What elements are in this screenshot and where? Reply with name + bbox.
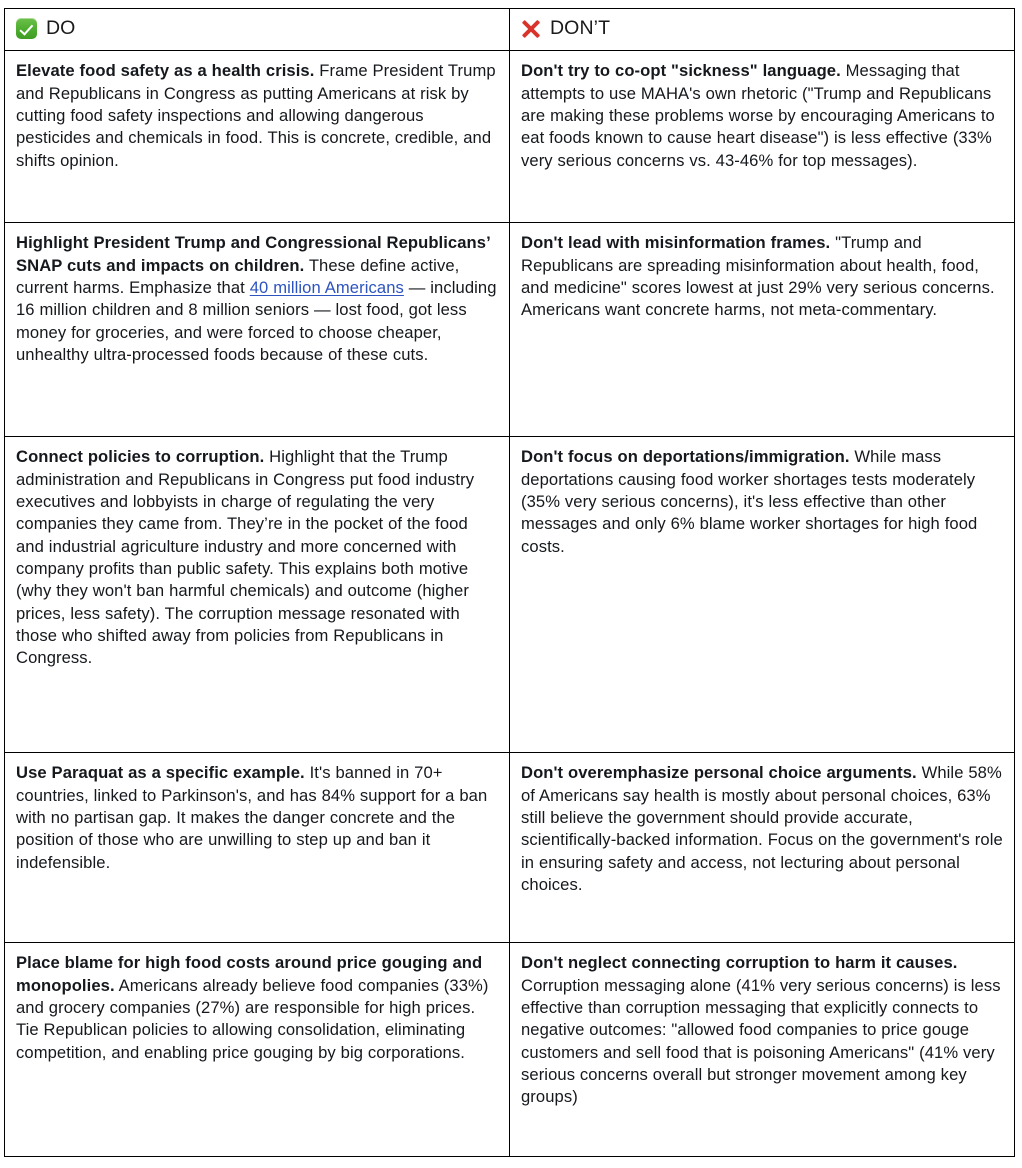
green-check-badge-icon [16, 18, 37, 39]
do-cell [5, 51, 510, 223]
dont-lead: Don't overemphasize personal choice arguments. [521, 763, 917, 783]
forty-million-americans-link[interactable]: 40 million Americans [249, 278, 404, 298]
do-cell-text [16, 446, 498, 669]
dont-cell [510, 943, 1015, 1157]
dont-cell-text [521, 952, 1003, 1108]
table-row [5, 753, 1015, 943]
do-body: Highlight that the Trump administration and Republicans in Congress put food industry executives and lobbyists in charge of regulating the very companies they came from. They’re in the pocket of the food and industrial agriculture industry and more concerned with company profits than public safety. This explains both motive (why they won't ban harmful chemicals) and outcome (higher prices, less safety). The corruption message resonated with those who shifted away from policies from Republicans in Congress. [16, 447, 475, 668]
dont-cell [510, 223, 1015, 437]
do-cell-text [16, 952, 498, 1064]
dont-header-cell [510, 9, 1015, 51]
dont-lead: Don't lead with misinformation frames. [521, 233, 831, 253]
dont-cell-text [521, 60, 1003, 172]
header-row [5, 9, 1015, 51]
dont-cell-text [521, 446, 1003, 558]
dont-cell [510, 437, 1015, 753]
table-body [5, 51, 1015, 1157]
do-cell [5, 223, 510, 437]
do-body: It's banned in 70+ countries, linked to Parkinson's, and has 84% support for a ban with no partisan gap. It makes the danger concrete and the position of those who are unwilling to step up and ban it indefensible. [16, 763, 488, 872]
do-header-cell [5, 9, 510, 51]
dont-body: Corruption messaging alone (41% very serious concerns) is less effective than corruption messaging that explicitly connects to negative outcomes: "allowed food companies to price gouge customers and sell food that is poisoning Americans" (41% very serious concerns overall but stronger movement among key groups) [521, 975, 1001, 1107]
dont-header [521, 18, 1003, 39]
dont-cell [510, 753, 1015, 943]
dont-lead: Don't neglect connecting corruption to harm it causes. [521, 953, 958, 973]
do-dont-table [4, 8, 1015, 1157]
dont-body: Messaging that attempts to use MAHA's own rhetoric ("Trump and Republicans are making these problems worse by encouraging Americans to eat foods known to cause heart disease") is less effective (33% very serious concerns vs. 43-46% for top messages). [521, 61, 995, 170]
table-header [5, 9, 1015, 51]
do-lead: Place blame for high food costs around price gouging and monopolies. [16, 953, 483, 995]
do-cell [5, 437, 510, 753]
do-cell-text [16, 60, 498, 172]
dont-cell [510, 51, 1015, 223]
table-row [5, 943, 1015, 1157]
dont-header-label: DON’T [550, 17, 611, 39]
red-cross-mark-icon [521, 19, 541, 39]
do-body-after: — including 16 million children and 8 million seniors — lost food, got less money for groceries, and were forced to choose cheaper, unhealthy ultra-processed foods because of these cuts. [16, 278, 497, 364]
dont-lead: Don't focus on deportations/immigration. [521, 447, 850, 467]
do-cell-text [16, 232, 498, 366]
dont-body: "Trump and Republicans are spreading misinformation about health, food, and medicine" scores lowest at just 29% very serious concerns. Americans want concrete harms, not meta-commentary. [521, 233, 995, 320]
dont-lead: Don't try to co-opt "sickness" language. [521, 61, 841, 81]
do-lead: Use Paraquat as a specific example. [16, 763, 305, 783]
dont-body: While mass deportations causing food worker shortages tests moderately (35% very serious concerns), it's less effective than other messages and only 6% blame worker shortages for high food costs. [521, 447, 978, 556]
do-body-before: These define active, current harms. Emphasize that [16, 255, 460, 298]
dont-body: While 58% of Americans say health is mostly about personal choices, 63% still believe the government should provide accurate, scientifically-backed information. Focus on the government's role in ensuring safety and access, not lecturing about personal choices. [521, 763, 1003, 894]
dont-cell-text [521, 762, 1003, 896]
do-cell [5, 943, 510, 1157]
table-row [5, 51, 1015, 223]
do-lead: Highlight President Trump and Congressional Republicans’ SNAP cuts and impacts on children. [16, 233, 490, 275]
do-body: Frame President Trump and Republicans in Congress as putting Americans at risk by cutting food safety inspections and allowing dangerous pesticides and chemicals in food. This is concrete, credible, and shifts opinion. [16, 61, 496, 170]
do-body: Americans already believe food companies (33%) and grocery companies (27%) are responsible for high prices. Tie Republican policies to allowing consolidation, eliminating competition, and enabling price gouging by big corporations. [16, 975, 489, 1062]
do-cell-text [16, 762, 498, 874]
do-lead: Connect policies to corruption. [16, 447, 265, 467]
do-cell [5, 753, 510, 943]
dont-cell-text [521, 232, 1003, 321]
do-header [16, 18, 498, 39]
do-lead: Elevate food safety as a health crisis. [16, 61, 315, 81]
do-header-label: DO [46, 17, 76, 39]
table-row [5, 437, 1015, 753]
table-row [5, 223, 1015, 437]
